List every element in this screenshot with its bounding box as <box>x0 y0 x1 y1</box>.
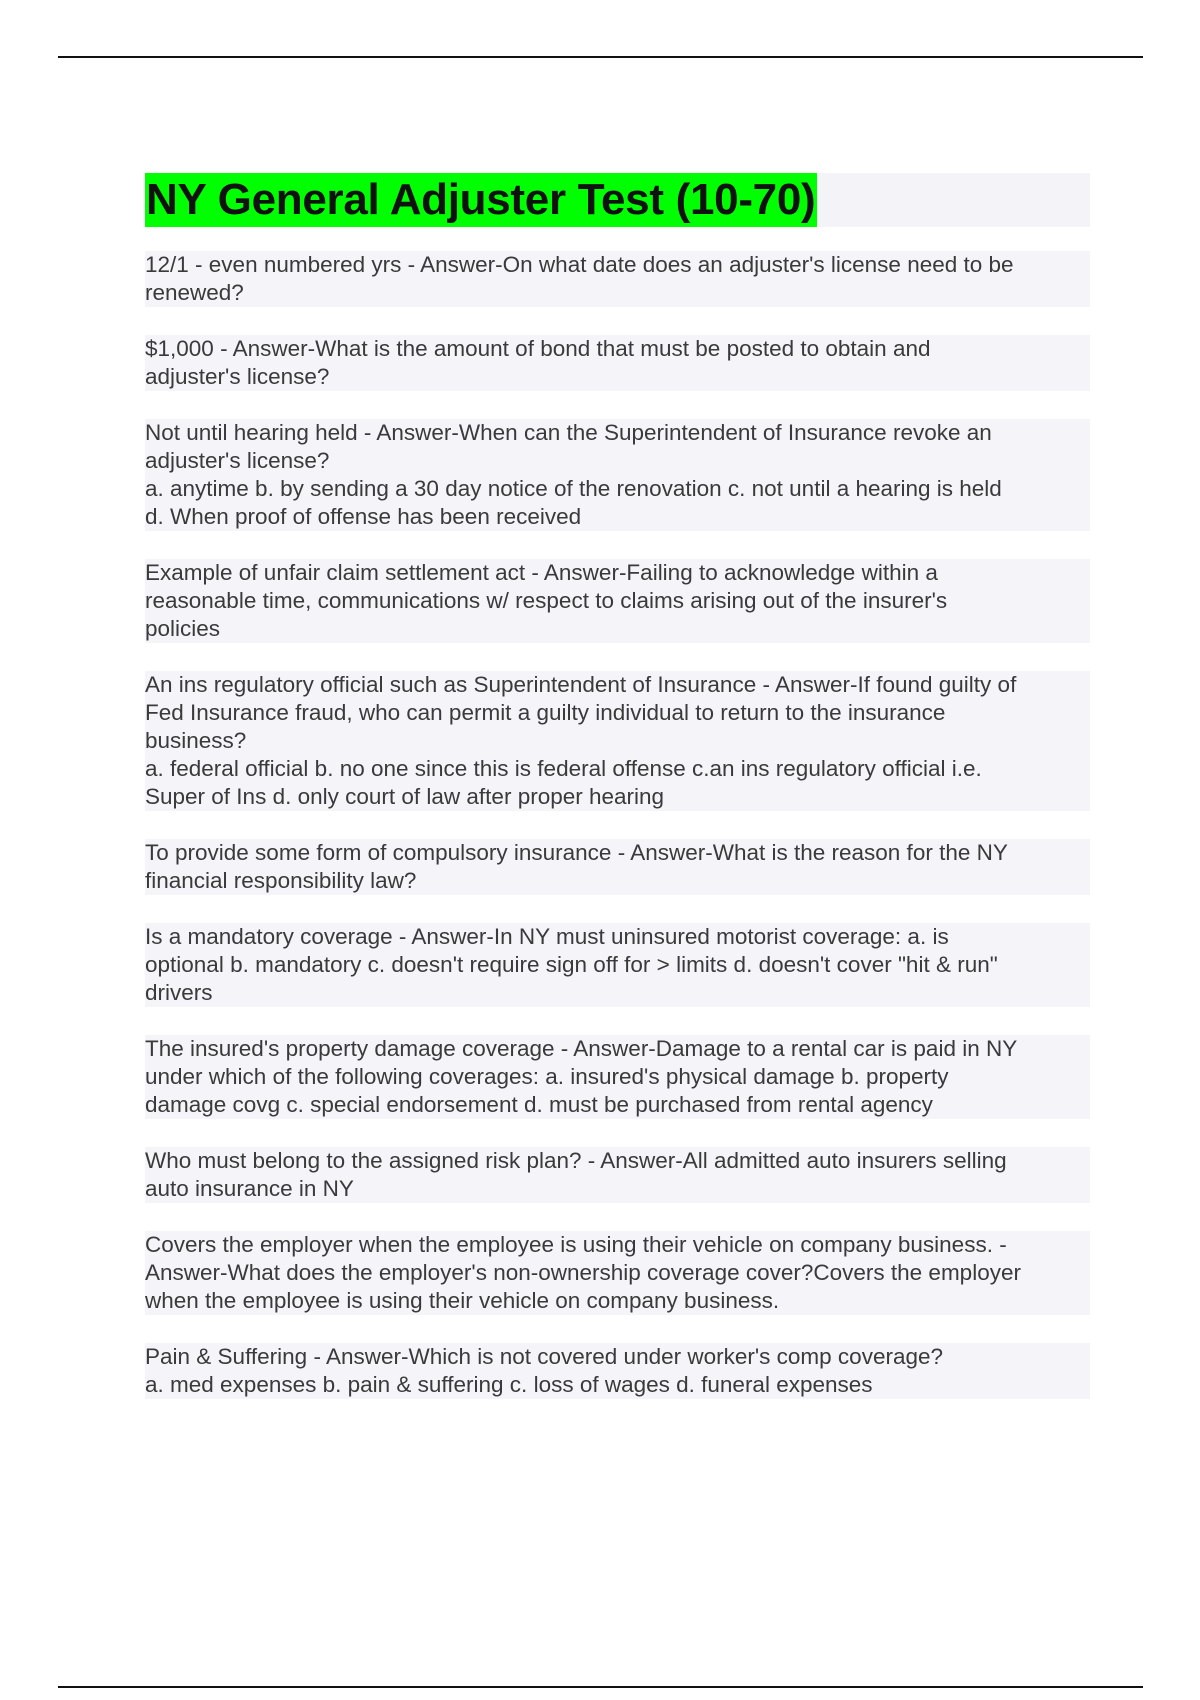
footer-rule <box>58 1686 1143 1688</box>
qa-item <box>145 839 1090 895</box>
qa-item <box>145 251 1090 307</box>
qa-line: financial responsibility law? <box>145 867 1090 895</box>
qa-line: damage covg c. special endorsement d. must be purchased from rental agency <box>145 1091 1090 1119</box>
qa-item <box>145 419 1090 531</box>
title-row <box>145 173 1090 227</box>
qa-line: Answer-What does the employer's non-ownership coverage cover?Covers the employer <box>145 1259 1090 1287</box>
qa-line: Super of Ins d. only court of law after proper hearing <box>145 783 1090 811</box>
qa-line: 12/1 - even numbered yrs - Answer-On what date does an adjuster's license need to be <box>145 251 1090 279</box>
qa-line: optional b. mandatory c. doesn't require sign off for > limits d. doesn't cover "hit & run" <box>145 951 1090 979</box>
qa-line: To provide some form of compulsory insurance - Answer-What is the reason for the NY <box>145 839 1090 867</box>
qa-line: when the employee is using their vehicle on company business. <box>145 1287 1090 1315</box>
qa-line: renewed? <box>145 279 1090 307</box>
qa-list <box>145 251 1090 1399</box>
qa-line: a. anytime b. by sending a 30 day notice of the renovation c. not until a hearing is held <box>145 475 1090 503</box>
qa-line: adjuster's license? <box>145 363 1090 391</box>
qa-line: d. When proof of offense has been received <box>145 503 1090 531</box>
qa-item <box>145 559 1090 643</box>
qa-line: Not until hearing held - Answer-When can the Superintendent of Insurance revoke an <box>145 419 1090 447</box>
qa-line: $1,000 - Answer-What is the amount of bond that must be posted to obtain and <box>145 335 1090 363</box>
qa-line: Covers the employer when the employee is using their vehicle on company business. - <box>145 1231 1090 1259</box>
qa-line: drivers <box>145 979 1090 1007</box>
qa-line: Who must belong to the assigned risk plan? - Answer-All admitted auto insurers selling <box>145 1147 1090 1175</box>
qa-line: under which of the following coverages: a. insured's physical damage b. property <box>145 1063 1090 1091</box>
qa-line: An ins regulatory official such as Superintendent of Insurance - Answer-If found guilty of <box>145 671 1090 699</box>
qa-line: a. med expenses b. pain & suffering c. loss of wages d. funeral expenses <box>145 1371 1090 1399</box>
qa-line: Fed Insurance fraud, who can permit a guilty individual to return to the insurance <box>145 699 1090 727</box>
qa-line: Pain & Suffering - Answer-Which is not covered under worker's comp coverage? <box>145 1343 1090 1371</box>
qa-item <box>145 1035 1090 1119</box>
qa-item <box>145 923 1090 1007</box>
qa-item <box>145 1147 1090 1203</box>
qa-item <box>145 1343 1090 1399</box>
header-rule <box>58 56 1143 58</box>
qa-line: Example of unfair claim settlement act - Answer-Failing to acknowledge within a <box>145 559 1090 587</box>
qa-item <box>145 671 1090 811</box>
qa-line: reasonable time, communications w/ respect to claims arising out of the insurer's <box>145 587 1090 615</box>
qa-line: auto insurance in NY <box>145 1175 1090 1203</box>
page-title: NY General Adjuster Test (10-70) <box>145 173 817 227</box>
qa-line: Is a mandatory coverage - Answer-In NY must uninsured motorist coverage: a. is <box>145 923 1090 951</box>
qa-line: The insured's property damage coverage - Answer-Damage to a rental car is paid in NY <box>145 1035 1090 1063</box>
qa-line: business? <box>145 727 1090 755</box>
document-body <box>145 173 1090 1427</box>
qa-line: policies <box>145 615 1090 643</box>
qa-line: a. federal official b. no one since this is federal offense c.an ins regulatory official i.e. <box>145 755 1090 783</box>
qa-item <box>145 335 1090 391</box>
qa-item <box>145 1231 1090 1315</box>
qa-line: adjuster's license? <box>145 447 1090 475</box>
